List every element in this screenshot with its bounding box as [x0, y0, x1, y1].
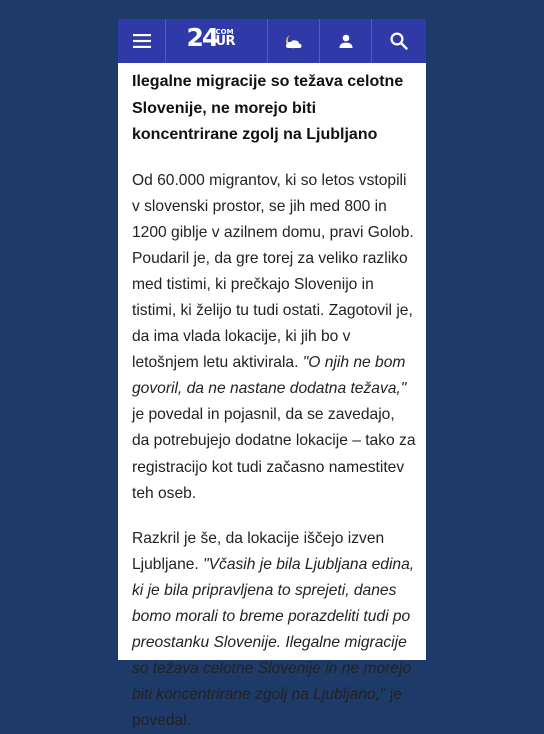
paragraph-2-quote: "Včasih je bila Ljubljana edina, ki je bila pripravljena to sprejeti, danes bomo morali to breme porazdeliti tudi po preostanku Slovenije. Ilegalne migracije so težava celotne Slovenije in ne morejo biti koncentrirane zgolj na Ljubljano," [132, 555, 415, 704]
menu-button[interactable] [118, 19, 166, 63]
paragraph-1-tail: je povedal in pojasnil, da se zavedajo, da potrebujejo dodatne lokacije – tako za registracijo kot tudi začasno namestitev teh oseb. [132, 406, 416, 502]
moon-icon [284, 32, 304, 50]
user-account-button[interactable] [320, 19, 372, 63]
menu-icon [133, 34, 151, 48]
phone-screen [118, 19, 426, 730]
search-button[interactable] [372, 19, 426, 63]
paragraph-2-tail: je povedal. [132, 686, 402, 730]
logo-bottom-text: UR [215, 34, 236, 49]
article-paragraph-2 [132, 526, 416, 734]
theme-toggle-button[interactable] [268, 19, 320, 63]
paragraph-1-text: Od 60.000 migrantov, ki so letos vstopili v slovenski prostor, se jih med 800 in 1200 giblje v azilnem domu, pravi Golob. Poudaril je, da gre torej za veliko razliko med tistimi, ki prečkajo Slovenijo in tistimi, ki želijo tu tudi ostati. Zagotovil je, da ima vlada lokacije, ki jih bo v letošnjem letu aktivirala. [132, 171, 414, 372]
search-icon [390, 32, 408, 50]
paragraph-1-quote: "O njih ne bom govoril, da ne nastane dodatna težava," [132, 354, 407, 398]
article-body [132, 69, 416, 734]
site-logo-link[interactable] [166, 19, 268, 63]
top-navigation-bar [118, 19, 426, 63]
user-icon [339, 34, 353, 48]
article-paragraph-1 [132, 168, 416, 507]
article-subheading: Ilegalne migracije so težava celotne Slovenije, ne morejo biti koncentrirane zgolj na Ljubljano [132, 73, 404, 143]
paragraph-2-text: Razkril je še, da lokacije iščejo izven Ljubljane. [132, 529, 385, 573]
site-logo [186, 23, 247, 55]
logo-number: 24 [186, 23, 218, 52]
logo-top-text: COM [215, 28, 234, 36]
